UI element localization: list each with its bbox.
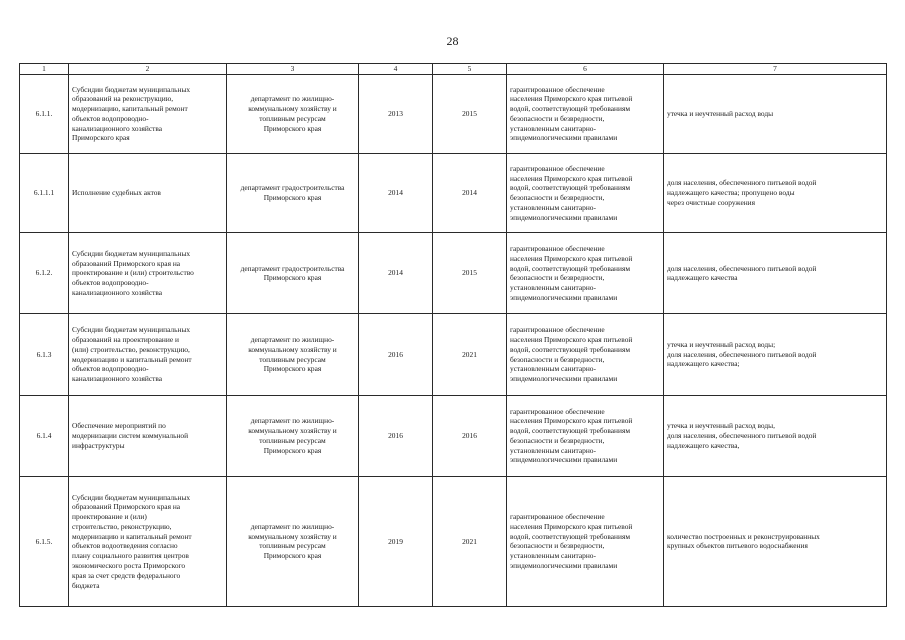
table-row bbox=[20, 476, 887, 606]
indicator: доля населения, обеспеченного питьевой водой надлежащего качества; пропущено воды через очистные сооружения bbox=[664, 153, 887, 232]
indicator: доля населения, обеспеченного питьевой водой надлежащего качества bbox=[664, 233, 887, 314]
expected-result: гарантированное обеспечение населения Приморского края питьевой водой, соответствующей требованиям безопасности и безвредности, установленным санитарно- эпидемиологическими правилами bbox=[507, 314, 664, 395]
measure-name: Субсидии бюджетам муниципальных образований на реконструкцию, модернизацию, капитальный ремонт объектов водопроводно- канализационного хозяйства Приморского края bbox=[69, 74, 227, 153]
expected-result: гарантированное обеспечение населения Приморского края питьевой водой, соответствующей требованиям безопасности и безвредности, установленным санитарно- эпидемиологическими правилами bbox=[507, 233, 664, 314]
measure-name: Исполнение судебных актов bbox=[69, 153, 227, 232]
end-year: 2016 bbox=[433, 395, 507, 476]
header-col-4: 4 bbox=[359, 64, 433, 75]
measure-name: Субсидии бюджетам муниципальных образований Приморского края на проектирование и (или) строительство объектов водопроводно- канализационного хозяйства bbox=[69, 233, 227, 314]
start-year: 2014 bbox=[359, 153, 433, 232]
executor: департамент градостроительства Приморского края bbox=[227, 233, 359, 314]
row-number: 6.1.1. bbox=[20, 74, 69, 153]
executor: департамент градостроительства Приморского края bbox=[227, 153, 359, 232]
row-number: 6.1.3 bbox=[20, 314, 69, 395]
end-year: 2015 bbox=[433, 233, 507, 314]
end-year: 2021 bbox=[433, 314, 507, 395]
table-row bbox=[20, 233, 887, 314]
indicator: количество построенных и реконструированных крупных объектов питьевого водоснабжения bbox=[664, 476, 887, 606]
page-number: 28 bbox=[446, 34, 459, 48]
header-col-1: 1 bbox=[20, 64, 69, 75]
header-col-7: 7 bbox=[664, 64, 887, 75]
expected-result: гарантированное обеспечение населения Приморского края питьевой водой, соответствующей требованиям безопасности и безвредности, установленным санитарно- эпидемиологическими правилами bbox=[507, 153, 664, 232]
indicator: утечка и неучтенный расход воды bbox=[664, 74, 887, 153]
expected-result: гарантированное обеспечение населения Приморского края питьевой водой, соответствующей требованиям безопасности и безвредности, установленным санитарно- эпидемиологическими правилами bbox=[507, 74, 664, 153]
table-row bbox=[20, 74, 887, 153]
header-row bbox=[20, 64, 887, 75]
table-row bbox=[20, 395, 887, 476]
expected-result: гарантированное обеспечение населения Приморского края питьевой водой, соответствующей требованиям безопасности и безвредности, установленным санитарно- эпидемиологическими правилами bbox=[507, 395, 664, 476]
measures-table bbox=[19, 63, 887, 607]
executor: департамент по жилищно- коммунальному хозяйству и топливным ресурсам Приморского края bbox=[227, 74, 359, 153]
measure-name: Субсидии бюджетам муниципальных образований Приморского края на проектирование и (или) строительство, реконструкцию, модернизацию и капитальный ремонт объектов водоотведения согласно плану социального развития центров экономического роста Приморского края за счет средств федерального бюджета bbox=[69, 476, 227, 606]
measure-name: Субсидии бюджетам муниципальных образований на проектирование и (или) строительство, реконструкцию, модернизацию и капитальный ремонт объектов водопроводно- канализационного хозяйства bbox=[69, 314, 227, 395]
header-col-6: 6 bbox=[507, 64, 664, 75]
end-year: 2014 bbox=[433, 153, 507, 232]
header-col-2: 2 bbox=[69, 64, 227, 75]
end-year: 2021 bbox=[433, 476, 507, 606]
start-year: 2016 bbox=[359, 395, 433, 476]
end-year: 2015 bbox=[433, 74, 507, 153]
start-year: 2019 bbox=[359, 476, 433, 606]
executor: департамент по жилищно- коммунальному хозяйству и топливным ресурсам Приморского края bbox=[227, 476, 359, 606]
measure-name: Обеспечение мероприятий по модернизации систем коммунальной инфраструктуры bbox=[69, 395, 227, 476]
header-col-5: 5 bbox=[433, 64, 507, 75]
row-number: 6.1.4 bbox=[20, 395, 69, 476]
indicator: утечка и неучтенный расход воды; доля населения, обеспеченного питьевой водой надлежащего качества; bbox=[664, 314, 887, 395]
executor: департамент по жилищно- коммунальному хозяйству и топливным ресурсам Приморского края bbox=[227, 395, 359, 476]
start-year: 2013 bbox=[359, 74, 433, 153]
row-number: 6.1.1.1 bbox=[20, 153, 69, 232]
table-row bbox=[20, 153, 887, 232]
executor: департамент по жилищно- коммунальному хозяйству и топливным ресурсам Приморского края bbox=[227, 314, 359, 395]
start-year: 2014 bbox=[359, 233, 433, 314]
indicator: утечка и неучтенный расход воды, доля населения, обеспеченного питьевой водой надлежащего качества, bbox=[664, 395, 887, 476]
table-row bbox=[20, 314, 887, 395]
start-year: 2016 bbox=[359, 314, 433, 395]
row-number: 6.1.2. bbox=[20, 233, 69, 314]
header-col-3: 3 bbox=[227, 64, 359, 75]
expected-result: гарантированное обеспечение населения Приморского края питьевой водой, соответствующей требованиям безопасности и безвредности, установленным санитарно- эпидемиологическими правилами bbox=[507, 476, 664, 606]
row-number: 6.1.5. bbox=[20, 476, 69, 606]
